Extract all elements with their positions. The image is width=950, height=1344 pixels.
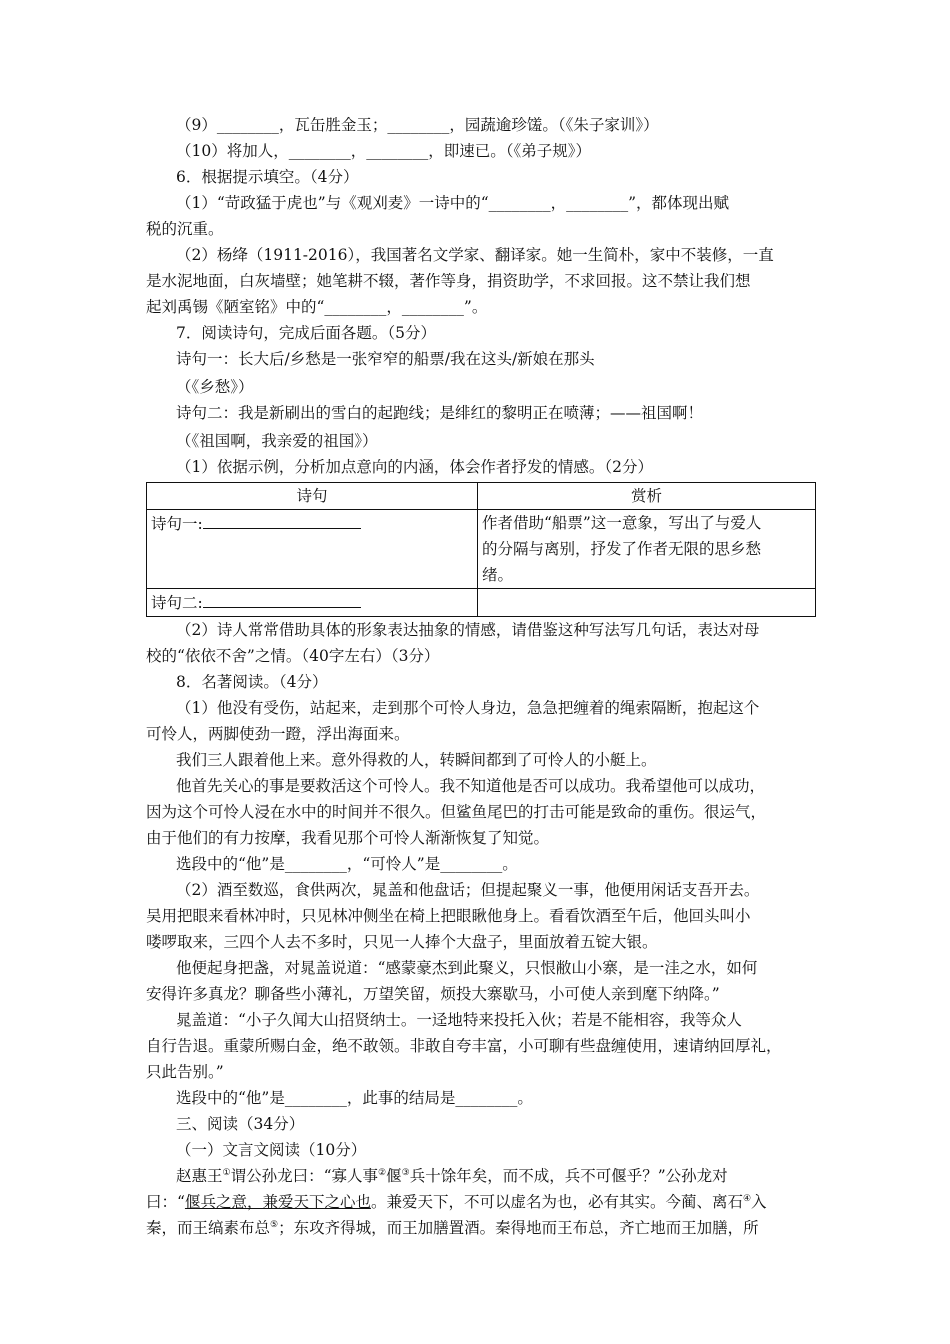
- row1-analysis-line3: 绪。: [482, 566, 514, 584]
- question-8-2-line7: 自行告退。重蒙所赐白金，绝不敢领。非敢自夸丰富，小可聊有些盘缠使用，速请纳回厚礼，: [146, 1037, 782, 1055]
- table-header-poem: 诗句: [147, 483, 478, 510]
- question-8-1-line1: （1）他没有受伤，站起来，走到那个可怜人身边，急急把缠着的绳索隔断，抱起这个: [176, 699, 760, 717]
- poem-line-2: 诗句二：我是新刷出的雪白的起跑线；是绯红的黎明正在喷薄；——祖国啊！: [176, 404, 704, 422]
- table-header-analysis: 赏析: [478, 483, 816, 510]
- question-7-2-line1: （2）诗人常常借助具体的形象表达抽象的情感，请借鉴这种写法写几句话，表达对母: [176, 621, 760, 639]
- question-7-title: 7．阅读诗句，完成后面各题。（5分）: [176, 324, 436, 342]
- question-8-2-line3: 喽啰取来，三四个人去不多时，只见一人捧个大盘子，里面放着五锭大银。: [146, 933, 658, 951]
- text-segment: ；东攻齐得城，而王加膳置酒。秦得地而王布总，齐亡地而王加膳，所: [278, 1219, 759, 1237]
- question-5-9: （9）________，瓦缶胜金玉；________，园蔬逾珍馐。（《朱子家训》）: [176, 116, 659, 134]
- question-8-2-prompt: 选段中的“他”是________，此事的结局是________。: [176, 1089, 533, 1107]
- question-8-1-line2: 可怜人，两脚使劲一蹬，浮出海面来。: [146, 725, 410, 743]
- question-8-2-line8: 只此告别。”: [146, 1063, 224, 1081]
- poem-source-2: （《祖国啊，我亲爱的祖国》）: [176, 432, 378, 450]
- question-6-2-line1: （2）杨绛（1911-2016），我国著名文学家、翻译家。她一生简朴，家中不装修，一直: [176, 246, 774, 264]
- exam-page: [146, 112, 816, 1241]
- row2-label: 诗句二:: [151, 594, 203, 612]
- question-8-2-line4: 他便起身把盏，对晁盖说道：“感蒙豪杰到此聚义，只恨敝山小寨，是一洼之水，如何: [176, 959, 758, 977]
- section-3-title: 三、阅读（34分）: [176, 1115, 305, 1133]
- analysis-table: [146, 482, 816, 617]
- text-segment: 偃: [386, 1167, 402, 1185]
- classical-text-line1: [146, 1163, 816, 1189]
- footnote-mark: ②: [378, 1167, 387, 1178]
- table-row1-left: [147, 510, 478, 589]
- classical-text-line2: [146, 1189, 816, 1215]
- footnote-mark: ④: [742, 1193, 752, 1204]
- question-8-2-line6: 晁盖道：“小子久闻大山招贤纳士。一迳地特来投托入伙；若是不能相容，我等众人: [176, 1011, 742, 1029]
- classical-text-line3: [146, 1215, 816, 1241]
- footnote-mark: ①: [222, 1167, 231, 1178]
- question-8-2-line5: 安得许多真龙？聊备些小薄礼，万望笑留，烦投大寨歇马，小可使人亲到麾下纳降。”: [146, 985, 720, 1003]
- table-row1-right: [478, 510, 816, 589]
- text-segment: 入: [751, 1193, 767, 1211]
- row1-answer-blank[interactable]: [203, 510, 361, 529]
- row1-analysis-line1: 作者借助“船票”这一意象，写出了与爱人: [482, 514, 762, 532]
- row1-analysis-line2: 的分隔与离别，抒发了作者无限的思乡愁: [482, 540, 762, 558]
- text-segment: 。兼爱天下，不可以虚名为也，必有其实。今蔺、离石: [370, 1193, 743, 1211]
- question-7-2-line2: 校的“依依不舍”之情。（40字左右）（3分）: [146, 647, 440, 665]
- poem-line-1: 诗句一：长大后/乡愁是一张窄窄的船票/我在这头/新娘在那头: [176, 350, 595, 368]
- question-8-1-line6: 由于他们的有力按摩，我看见那个可怜人渐渐恢复了知觉。: [146, 829, 550, 847]
- poem-source-1: （《乡愁》）: [176, 378, 254, 396]
- underlined-sentence: 偃兵之意，兼爱天下之心也: [184, 1193, 371, 1211]
- question-6-1-line2: 税的沉重。: [146, 220, 224, 238]
- question-8-1-prompt: 选段中的“他”是________，“可怜人”是________。: [176, 855, 518, 873]
- text-segment: 兵十馀年矣，而不成，兵不可偃乎？”公孙龙对: [409, 1167, 728, 1185]
- question-8-1-line3: 我们三人跟着他上来。意外得救的人，转瞬间都到了可怜人的小艇上。: [176, 751, 657, 769]
- question-5-10: （10）将加人，________，________，即速已。（《弟子规》）: [176, 142, 591, 160]
- text-segment: 秦，而王缟素布总: [146, 1219, 271, 1237]
- question-8-1-line4: 他首先关心的事是要救活这个可怜人。我不知道他是否可以成功。我希望他可以成功，: [176, 777, 766, 795]
- row1-label: 诗句一:: [151, 515, 203, 533]
- question-8-2-line1: （2）酒至数巡，食供两次，晁盖和他盘话；但提起聚义一事，他便用闲话支吾开去。: [176, 881, 760, 899]
- table-row2-right[interactable]: [478, 589, 816, 617]
- question-8-2-line2: 吴用把眼来看林冲时，只见林冲侧坐在椅上把眼瞅他身上。看看饮酒至午后，他回头叫小: [146, 907, 751, 925]
- text-segment: 曰：“: [146, 1193, 185, 1211]
- question-6-1-line1: （1）“苛政猛于虎也”与《观刈麦》一诗中的“________，________”，都体现出赋: [176, 194, 730, 212]
- question-6-title: 6．根据提示填空。（4分）: [176, 168, 359, 186]
- text-segment: 赵惠王: [176, 1167, 223, 1185]
- question-8-1-line5: 因为这个可怜人浸在水中的时间并不很久。但鲨鱼尾巴的打击可能是致命的重伤。很运气，: [146, 803, 767, 821]
- question-8-title: 8．名著阅读。（4分）: [176, 673, 328, 691]
- section-3-1-title: （一）文言文阅读（10分）: [176, 1141, 367, 1159]
- question-6-2-line2: 是水泥地面，白灰墙壁；她笔耕不辍，著作等身，捐资助学，不求回报。这不禁让我们想: [146, 272, 751, 290]
- text-segment: 谓公孙龙曰：“寡人事: [230, 1167, 379, 1185]
- row2-answer-blank[interactable]: [203, 589, 361, 608]
- table-row2-left: [147, 589, 478, 617]
- footnote-mark: ⑤: [270, 1219, 279, 1230]
- question-6-2-line3: 起刘禹锡《陋室铭》中的“________，________”。: [146, 298, 488, 316]
- footnote-mark: ③: [401, 1167, 410, 1178]
- question-7-1: （1）依据示例，分析加点意向的内涵，体会作者抒发的情感。（2分）: [176, 458, 653, 476]
